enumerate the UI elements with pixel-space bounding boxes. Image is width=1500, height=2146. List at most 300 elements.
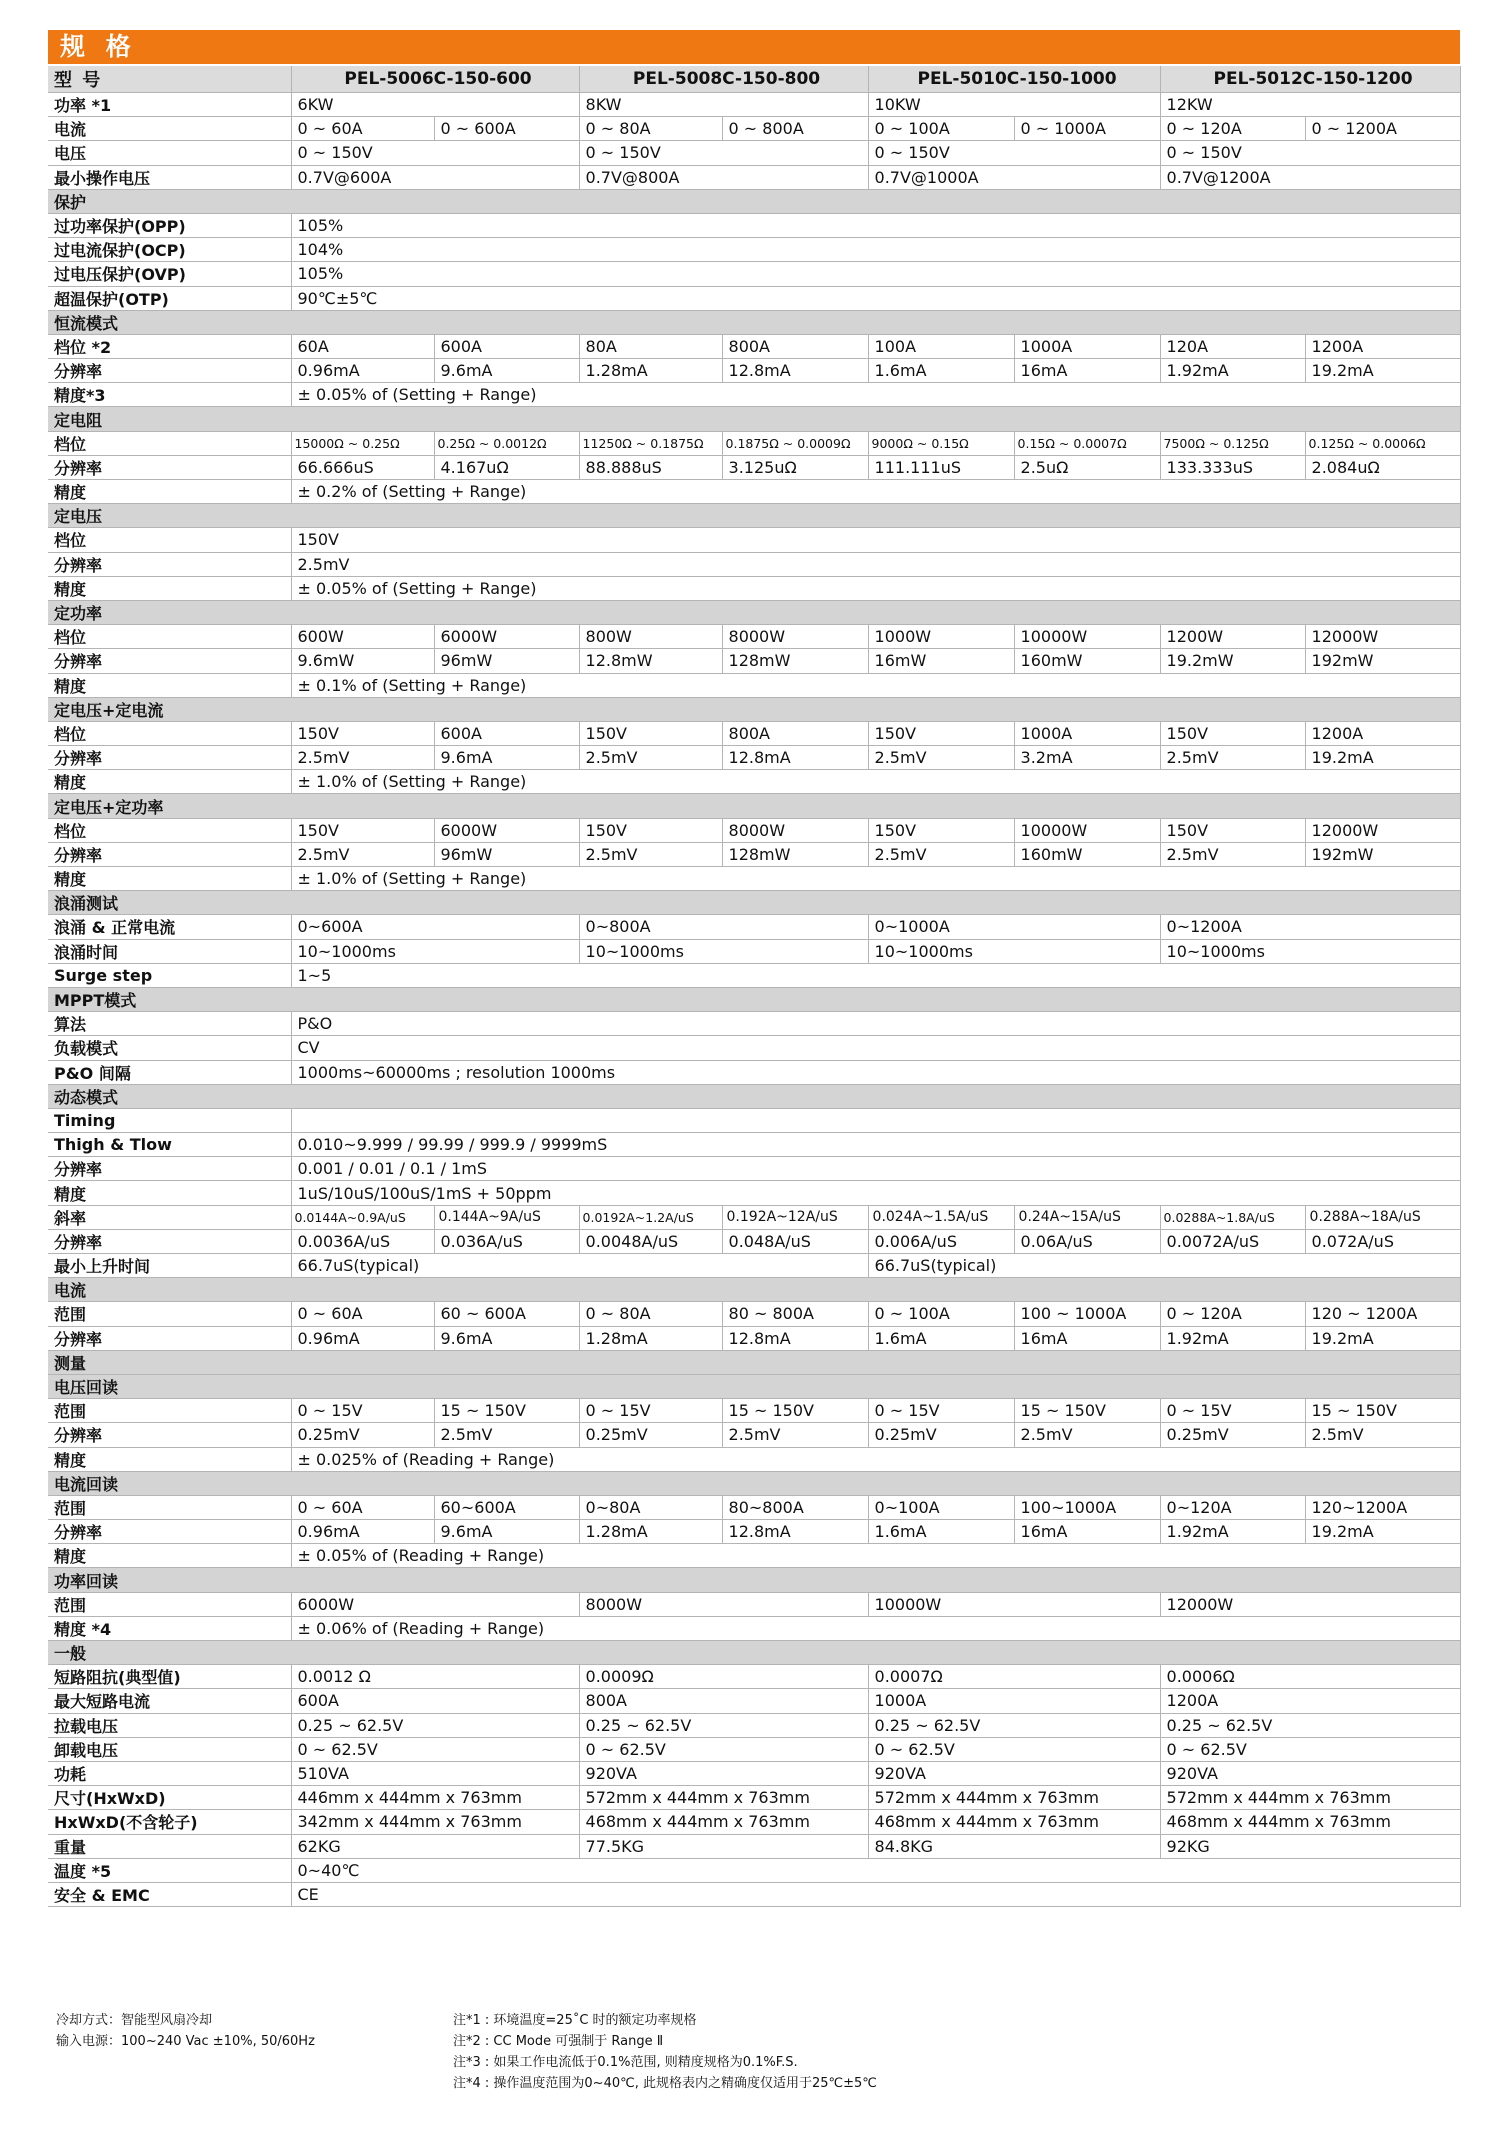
table-row [48,141,1460,165]
table-row [48,1737,1460,1761]
table-row [48,1060,1460,1084]
section-row [48,1568,1460,1592]
table-row [48,334,1460,358]
table-row [48,1810,1460,1834]
row-label: 分辨率 [48,1326,291,1350]
value-cell: 0~80A [579,1495,722,1519]
value-cell: 104% [291,238,1460,262]
value-cell: 60~600A [434,1495,579,1519]
value-cell: 150V [579,818,722,842]
section-title: 功率回读 [48,1568,1460,1592]
section-row [48,310,1460,334]
row-label: 超温保护(OTP) [48,286,291,310]
row-label: 安全 & EMC [48,1882,291,1906]
value-cell: 2.5uΩ [1014,455,1160,479]
row-label: 拉载电压 [48,1713,291,1737]
value-cell: 9.6mA [434,1520,579,1544]
value-cell: 8000W [722,818,868,842]
value-cell: 192mW [1305,842,1460,866]
table-header-row [48,66,1460,93]
row-label: 范围 [48,1302,291,1326]
value-cell: 16mA [1014,359,1160,383]
table-row [48,1592,1460,1616]
row-label: 过电流保护(OCP) [48,238,291,262]
value-cell: 2.5mV [868,842,1014,866]
section-row [48,189,1460,213]
value-cell: 0.15Ω ~ 0.0007Ω [1014,431,1160,455]
row-label: Thigh & Tlow [48,1133,291,1157]
table-row [48,552,1460,576]
section-title: 定电压 [48,504,1460,528]
row-label: 范围 [48,1495,291,1519]
section-row [48,407,1460,431]
table-row [48,1012,1460,1036]
value-cell: 9000Ω ~ 0.15Ω [868,431,1014,455]
model-header: PEL-5012C-150-1200 [1160,66,1460,93]
row-label: 最大短路电流 [48,1689,291,1713]
value-cell: 16mW [868,649,1014,673]
row-label: 尺寸(HxWxD) [48,1786,291,1810]
value-cell: 0 ~ 150V [1160,141,1460,165]
value-cell: 12000W [1305,625,1460,649]
value-cell: 0 ~ 62.5V [579,1737,868,1761]
section-row [48,504,1460,528]
value-cell: 60 ~ 600A [434,1302,579,1326]
value-cell: P&O [291,1012,1460,1036]
table-row [48,238,1460,262]
value-cell: 342mm x 444mm x 763mm [291,1810,579,1834]
value-cell: 0.25mV [291,1423,434,1447]
table-row [48,746,1460,770]
table-row [48,1689,1460,1713]
value-cell: 6KW [291,93,579,117]
value-cell: 2.5mV [579,746,722,770]
footnote-line: 注*3 : 如果工作电流低于0.1%范围, 则精度规格为0.1%F.S. [453,2055,798,2070]
value-cell: 0.036A/uS [434,1229,579,1253]
value-cell: 0 ~ 80A [579,117,722,141]
section-title: 定电阻 [48,407,1460,431]
value-cell: 1000ms~60000ms ; resolution 1000ms [291,1060,1460,1084]
table-row [48,480,1460,504]
row-label: 精度 [48,867,291,891]
value-cell: ± 0.05% of (Reading + Range) [291,1544,1460,1568]
value-cell: 0 ~ 150V [579,141,868,165]
value-cell: 128mW [722,649,868,673]
value-cell: 0 ~ 1000A [1014,117,1160,141]
value-cell: ± 1.0% of (Setting + Range) [291,867,1460,891]
row-label: 短路阻抗(典型值) [48,1665,291,1689]
row-label: 范围 [48,1399,291,1423]
table-row [48,213,1460,237]
value-cell: 2.5mV [291,842,434,866]
value-cell: 120~1200A [1305,1495,1460,1519]
value-cell: 0.25 ~ 62.5V [579,1713,868,1737]
table-row [48,915,1460,939]
row-label: 分辨率 [48,359,291,383]
value-cell: 0.25 ~ 62.5V [868,1713,1160,1737]
value-cell: 66.7uS(typical) [868,1254,1460,1278]
table-row [48,576,1460,600]
value-cell: 62KG [291,1834,579,1858]
value-cell: 1000W [868,625,1014,649]
value-cell: 0.24A~15A/uS [1014,1205,1160,1229]
value-cell: 0.006A/uS [868,1229,1014,1253]
value-cell: 468mm x 444mm x 763mm [1160,1810,1460,1834]
value-cell: ± 0.2% of (Setting + Range) [291,480,1460,504]
table-row [48,1205,1460,1229]
value-cell: 8000W [722,625,868,649]
value-cell: 0.0144A~0.9A/uS [291,1205,434,1229]
row-label: 精度 [48,770,291,794]
table-row [48,1302,1460,1326]
value-cell: 468mm x 444mm x 763mm [579,1810,868,1834]
value-cell: 1200W [1160,625,1305,649]
value-cell: 0.0007Ω [868,1665,1160,1689]
section-title: 测量 [48,1350,1460,1374]
value-cell: 800A [579,1689,868,1713]
footnote-line: 注*4 : 操作温度范围为0~40℃, 此规格表内之精确度仅适用于25℃±5℃ [453,2076,877,2091]
value-cell: 0.25mV [868,1423,1014,1447]
table-row [48,1882,1460,1906]
row-label: 温度 *5 [48,1858,291,1882]
footnote-line: 注*2 : CC Mode 可强制于 Range Ⅱ [453,2034,664,2049]
value-cell: 1uS/10uS/100uS/1mS + 50ppm [291,1181,1460,1205]
table-row [48,625,1460,649]
value-cell: 0.96mA [291,1326,434,1350]
value-cell: 0.06A/uS [1014,1229,1160,1253]
row-label: HxWxD(不含轮子) [48,1810,291,1834]
value-cell: 9.6mA [434,359,579,383]
section-row [48,1641,1460,1665]
value-cell: 2.5mV [1305,1423,1460,1447]
value-cell: 0.25 ~ 62.5V [291,1713,579,1737]
value-cell: 0.0009Ω [579,1665,868,1689]
value-cell: ± 0.05% of (Setting + Range) [291,383,1460,407]
value-cell: 12.8mW [579,649,722,673]
value-cell: 1.92mA [1160,1520,1305,1544]
value-cell: 3.125uΩ [722,455,868,479]
value-cell: 9.6mA [434,1326,579,1350]
table-row [48,1108,1460,1132]
table-row [48,165,1460,189]
value-cell: 600A [291,1689,579,1713]
row-label: 最小上升时间 [48,1254,291,1278]
row-label: 范围 [48,1592,291,1616]
footnote-line: 输入电源：100~240 Vac ±10%, 50/60Hz [56,2034,315,2049]
value-cell: 0.0048A/uS [579,1229,722,1253]
value-cell: 4.167uΩ [434,455,579,479]
table-row [48,117,1460,141]
value-cell: 10~1000ms [1160,939,1460,963]
section-row [48,1374,1460,1398]
value-cell: 150V [291,721,434,745]
row-label: 卸载电压 [48,1737,291,1761]
row-label: 过功率保护(OPP) [48,213,291,237]
value-cell: 800A [722,721,868,745]
value-cell: 0.0006Ω [1160,1665,1460,1689]
value-cell: 0.7V@800A [579,165,868,189]
table-row [48,649,1460,673]
table-row [48,1326,1460,1350]
section-title: 定电压+定功率 [48,794,1460,818]
table-row [48,673,1460,697]
value-cell: 88.888uS [579,455,722,479]
model-header: PEL-5008C-150-800 [579,66,868,93]
spec-title: 规 格 [48,30,1460,66]
table-row [48,455,1460,479]
value-cell: 15 ~ 150V [434,1399,579,1423]
value-cell: 1~5 [291,963,1460,987]
table-row [48,963,1460,987]
value-cell: 0 ~ 150V [868,141,1160,165]
row-label: 分辨率 [48,1157,291,1181]
row-label: 功率 *1 [48,93,291,117]
row-label: 分辨率 [48,746,291,770]
value-cell: 0.25mV [1160,1423,1305,1447]
value-cell: 15 ~ 150V [1305,1399,1460,1423]
value-cell: 572mm x 444mm x 763mm [1160,1786,1460,1810]
value-cell: 15000Ω ~ 0.25Ω [291,431,434,455]
value-cell: 3.2mA [1014,746,1160,770]
value-cell: 0~1200A [1160,915,1460,939]
value-cell: 920VA [868,1761,1160,1785]
footnotes-left [56,2010,315,2052]
value-cell: 16mA [1014,1520,1160,1544]
value-cell: 77.5KG [579,1834,868,1858]
row-label: 分辨率 [48,1520,291,1544]
value-cell: 0.0288A~1.8A/uS [1160,1205,1305,1229]
value-cell: 1.6mA [868,1326,1014,1350]
row-label: 算法 [48,1012,291,1036]
value-cell: 0~120A [1160,1495,1305,1519]
value-cell: ± 0.025% of (Reading + Range) [291,1447,1460,1471]
row-label: P&O 间隔 [48,1060,291,1084]
value-cell: 600A [434,334,579,358]
value-cell: 0.25 ~ 62.5V [1160,1713,1460,1737]
value-cell: ± 0.06% of (Reading + Range) [291,1616,1460,1640]
table-row [48,1495,1460,1519]
value-cell: 19.2mA [1305,1520,1460,1544]
value-cell: CV [291,1036,1460,1060]
section-row [48,794,1460,818]
row-label: 功耗 [48,1761,291,1785]
row-label: 档位 [48,431,291,455]
value-cell: 9.6mA [434,746,579,770]
value-cell: 0 ~ 15V [579,1399,722,1423]
value-cell: 80A [579,334,722,358]
table-row [48,1036,1460,1060]
row-label: 精度 [48,673,291,697]
row-label: 档位 *2 [48,334,291,358]
row-label: 档位 [48,625,291,649]
value-cell: 105% [291,213,1460,237]
value-cell: 105% [291,262,1460,286]
value-cell: 9.6mW [291,649,434,673]
row-label: 分辨率 [48,1229,291,1253]
table-row [48,93,1460,117]
value-cell: 0.7V@1000A [868,165,1160,189]
value-cell: 468mm x 444mm x 763mm [868,1810,1160,1834]
value-cell: 160mW [1014,649,1160,673]
value-cell: 120 ~ 1200A [1305,1302,1460,1326]
row-label: 分辨率 [48,842,291,866]
value-cell: ± 1.0% of (Setting + Range) [291,770,1460,794]
section-row [48,987,1460,1011]
row-label: 电压 [48,141,291,165]
value-cell: 90℃±5℃ [291,286,1460,310]
value-cell: 0~800A [579,915,868,939]
value-cell: 6000W [434,625,579,649]
value-cell: 12.8mA [722,359,868,383]
section-title: 浪涌测试 [48,891,1460,915]
value-cell: 0.96mA [291,359,434,383]
value-cell: 0 ~ 60A [291,117,434,141]
value-cell: 0.010~9.999 / 99.99 / 999.9 / 9999mS [291,1133,1460,1157]
value-cell: 2.5mV [291,552,1460,576]
value-cell: 128mW [722,842,868,866]
value-cell: 150V [291,528,1460,552]
value-cell: 510VA [291,1761,579,1785]
value-cell: 7500Ω ~ 0.125Ω [1160,431,1305,455]
table-row [48,1181,1460,1205]
value-cell: 1.6mA [868,1520,1014,1544]
value-cell: 0.0036A/uS [291,1229,434,1253]
row-label: 电流 [48,117,291,141]
value-cell: 19.2mA [1305,1326,1460,1350]
value-cell: 1200A [1305,721,1460,745]
value-cell: 0.125Ω ~ 0.0006Ω [1305,431,1460,455]
footnotes-right [453,2010,877,2094]
value-cell: 446mm x 444mm x 763mm [291,1786,579,1810]
table-row [48,770,1460,794]
value-cell: CE [291,1882,1460,1906]
table-row [48,262,1460,286]
value-cell: 100A [868,334,1014,358]
row-label: 分辨率 [48,1423,291,1447]
value-cell: 0 ~ 80A [579,1302,722,1326]
table-row [48,939,1460,963]
value-cell: 1000A [1014,721,1160,745]
row-label: 负载模式 [48,1036,291,1060]
table-row [48,842,1460,866]
table-row [48,1834,1460,1858]
value-cell: 1.28mA [579,1326,722,1350]
section-title: 电压回读 [48,1374,1460,1398]
section-title: 保护 [48,189,1460,213]
value-cell: 150V [579,721,722,745]
table-row [48,1399,1460,1423]
row-label: 斜率 [48,1205,291,1229]
value-cell: 0.192A~12A/uS [722,1205,868,1229]
row-label: 精度 [48,480,291,504]
value-cell: 0.25mV [579,1423,722,1447]
value-cell: 10~1000ms [291,939,579,963]
value-cell: 0 ~ 120A [1160,117,1305,141]
value-cell: 1200A [1160,1689,1460,1713]
value-cell: 1000A [868,1689,1160,1713]
value-cell: 0.024A~1.5A/uS [868,1205,1014,1229]
value-cell: 150V [868,721,1014,745]
section-title: 电流 [48,1278,1460,1302]
value-cell: 10000W [1014,818,1160,842]
value-cell: 100 ~ 1000A [1014,1302,1160,1326]
row-label: 精度*3 [48,383,291,407]
row-label: 浪涌时间 [48,939,291,963]
value-cell: 96mW [434,649,579,673]
value-cell: 0 ~ 60A [291,1495,434,1519]
footnote-line: 注*1 : 环境温度=25˚C 时的额定功率规格 [453,2013,697,2028]
value-cell: 0 ~ 150V [291,141,579,165]
value-cell: 0 ~ 15V [868,1399,1014,1423]
table-row [48,286,1460,310]
value-cell: 0~40℃ [291,1858,1460,1882]
table-row [48,1786,1460,1810]
row-label: 精度 *4 [48,1616,291,1640]
value-cell: 0 ~ 15V [1160,1399,1305,1423]
table-row [48,867,1460,891]
section-row [48,891,1460,915]
section-title: 一般 [48,1641,1460,1665]
value-cell: 15 ~ 150V [1014,1399,1160,1423]
value-cell: 0 ~ 100A [868,117,1014,141]
row-label: 档位 [48,818,291,842]
table-row [48,1133,1460,1157]
row-label: 档位 [48,528,291,552]
table-row [48,1157,1460,1181]
value-cell: 150V [291,818,434,842]
row-label: 精度 [48,1447,291,1471]
section-title: 定功率 [48,600,1460,624]
value-cell: 0.0072A/uS [1160,1229,1305,1253]
table-row [48,1423,1460,1447]
value-cell: 10KW [868,93,1160,117]
value-cell: 572mm x 444mm x 763mm [868,1786,1160,1810]
value-cell: 0 ~ 62.5V [1160,1737,1460,1761]
value-cell: 0.25Ω ~ 0.0012Ω [434,431,579,455]
value-cell: 0 ~ 120A [1160,1302,1305,1326]
table-row [48,721,1460,745]
value-cell: 60A [291,334,434,358]
value-cell: 0.0012 Ω [291,1665,579,1689]
value-cell: 1.6mA [868,359,1014,383]
value-cell: 6000W [291,1592,579,1616]
value-cell: 150V [1160,818,1305,842]
row-label: Timing [48,1108,291,1132]
row-label: 分辨率 [48,552,291,576]
value-cell: 1.28mA [579,1520,722,1544]
value-cell: ± 0.1% of (Setting + Range) [291,673,1460,697]
value-cell [291,1108,1460,1132]
value-cell: 0~600A [291,915,579,939]
value-cell: 0.1875Ω ~ 0.0009Ω [722,431,868,455]
value-cell: 1.92mA [1160,359,1305,383]
row-label: 档位 [48,721,291,745]
section-row [48,1278,1460,1302]
value-cell: 12.8mA [722,1326,868,1350]
value-cell: 572mm x 444mm x 763mm [579,1786,868,1810]
value-cell: 800A [722,334,868,358]
value-cell: 600W [291,625,434,649]
value-cell: 2.5mV [1160,746,1305,770]
row-label: 精度 [48,576,291,600]
table-row [48,1254,1460,1278]
value-cell: 1.92mA [1160,1326,1305,1350]
value-cell: 0 ~ 62.5V [291,1737,579,1761]
value-cell: 192mW [1305,649,1460,673]
value-cell: 0.0192A~1.2A/uS [579,1205,722,1229]
value-cell: 11250Ω ~ 0.1875Ω [579,431,722,455]
section-row [48,1471,1460,1495]
